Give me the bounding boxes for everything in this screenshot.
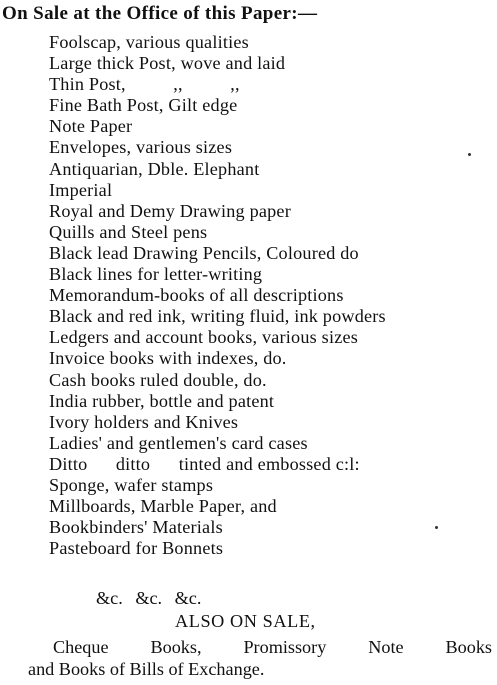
list-item: Sponge, wafer stamps [49, 474, 214, 495]
list-item: Millboards, Marble Paper, and [49, 496, 277, 517]
list-item: Ladies' and gentlemen's card cases [49, 432, 308, 453]
also-on-sale-heading: ALSO ON SALE, [175, 611, 316, 631]
list-item: Invoice books with indexes, do. [49, 348, 287, 369]
also-on-sale-line: Cheque Books, Promissory Note Books [53, 637, 492, 657]
list-item: Bookbinders' Materials [49, 517, 223, 538]
list-item: Envelopes, various sizes [49, 137, 233, 158]
list-item: Black lead Drawing Pencils, Coloured do [49, 242, 359, 263]
list-item: Royal and Demy Drawing paper [49, 200, 291, 221]
list-item: Black lines for letter-writing [49, 264, 263, 285]
list-item: Cash books ruled double, do. [49, 369, 267, 390]
list-item: Imperial [49, 179, 113, 200]
ink-speck [435, 526, 438, 529]
list-item: Black and red ink, writing fluid, ink powders [49, 306, 386, 327]
list-item: Pasteboard for Bonnets [49, 538, 224, 559]
stationery-list [49, 32, 386, 559]
also-on-sale-line: and Books of Bills of Exchange. [28, 658, 265, 679]
list-item: Fine Bath Post, Gilt edge [49, 95, 238, 116]
list-item: Ledgers and account books, various sizes [49, 327, 359, 348]
list-item: Memorandum-books of all descriptions [49, 285, 344, 306]
advertisement-heading: On Sale at the Office of this Paper:— [2, 3, 318, 24]
list-item: India rubber, bottle and patent [49, 390, 275, 411]
list-item: Quills and Steel pens [49, 221, 208, 242]
list-item: Antiquarian, Dble. Elephant [49, 158, 260, 179]
list-item: Large thick Post, wove and laid [49, 53, 286, 74]
list-item: Foolscap, various qualities [49, 32, 249, 52]
list-item: Note Paper [49, 116, 133, 137]
etcetera-line: &c. &c. &c. [96, 588, 202, 608]
ink-speck [468, 153, 471, 156]
list-item: Thin Post, ,, ,, [49, 74, 240, 95]
list-item: Ditto ditto tinted and embossed c:l: [49, 453, 360, 474]
list-item: Ivory holders and Knives [49, 411, 239, 432]
also-on-sale-paragraph [28, 637, 492, 680]
